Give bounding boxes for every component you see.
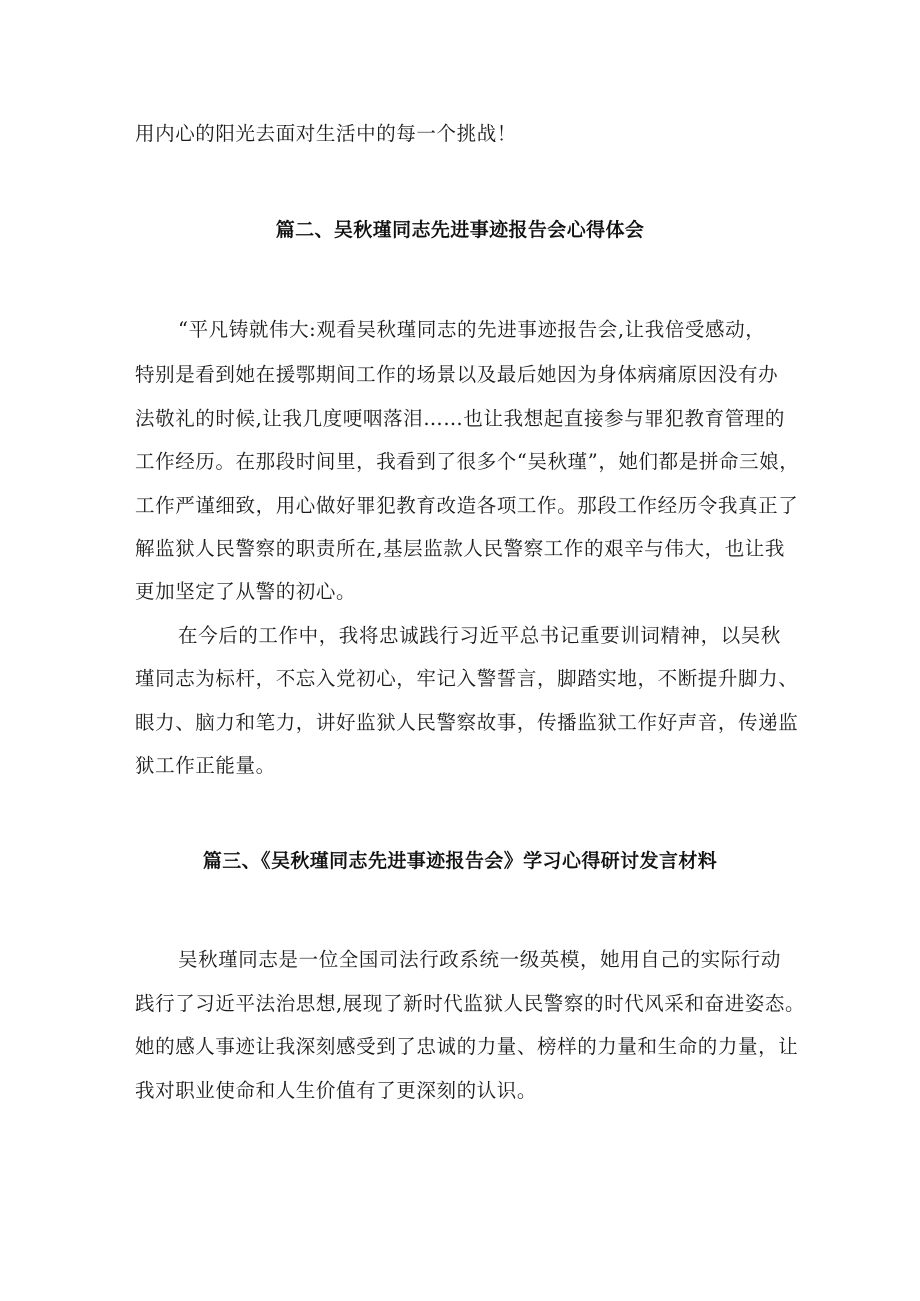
paragraph-line: 在今后的工作中，我将忠诚践行习近平总书记重要训词精神，以吴秋	[178, 624, 782, 647]
intro-tail-line: 用内心的阳光去面对生活中的每一个挑战！	[135, 122, 517, 145]
section2-heading: 篇二、吴秋瑾同志先进事迹报告会心得体会	[275, 219, 645, 241]
paragraph-line: 眼力、脑力和笔力，讲好监狱人民警察故事，传播监狱工作好声音，传递监	[135, 711, 799, 734]
paragraph-line: 吴秋瑾同志是一位全国司法行政系统一级英模，她用自己的实际行动	[178, 948, 782, 971]
paragraph-line: 法敬礼的时候,让我几度哽咽落泪……也让我想起直接参与罪犯教育管理的	[135, 407, 785, 430]
paragraph-line: “平凡铸就伟大:观看吴秋瑾同志的先进事迹报告会,让我倍受感动，	[178, 318, 766, 341]
paragraph-line: 我对职业使命和人生价值有了更深刻的认识。	[135, 1079, 538, 1102]
paragraph-line: 特别是看到她在援鄂期间工作的场景以及最后她因为身体病痛原因没有办	[135, 363, 779, 386]
section3-heading: 篇三、《吴秋瑾同志先进事迹报告会》学习心得研讨发言材料	[202, 850, 718, 872]
paragraph-line: 工作严谨细致，用心做好罪犯教育改造各项工作。那段工作经历令我真正了	[135, 494, 799, 517]
paragraph-line: 工作经历。在那段时间里，我看到了很多个“吴秋瑾”，她们都是拼命三娘，	[135, 450, 800, 473]
paragraph-line: 更加坚定了从警的初心。	[135, 580, 357, 603]
paragraph-line: 她的感人事迹让我深刻感受到了忠诚的力量、榜样的力量和生命的力量，让	[135, 1035, 799, 1058]
paragraph-line: 解监狱人民警察的职责所在,基层监款人民警察工作的艰辛与伟大，也让我	[135, 537, 785, 560]
paragraph-line: 瑾同志为标杆，不忘入党初心，牢记入警誓言，脚踏实地，不断提升脚力、	[135, 667, 799, 690]
paragraph-line: 践行了习近平法治思想,展现了新时代监狱人民警察的时代风采和奋进姿态。	[135, 992, 806, 1015]
paragraph-line: 狱工作正能量。	[135, 754, 276, 777]
